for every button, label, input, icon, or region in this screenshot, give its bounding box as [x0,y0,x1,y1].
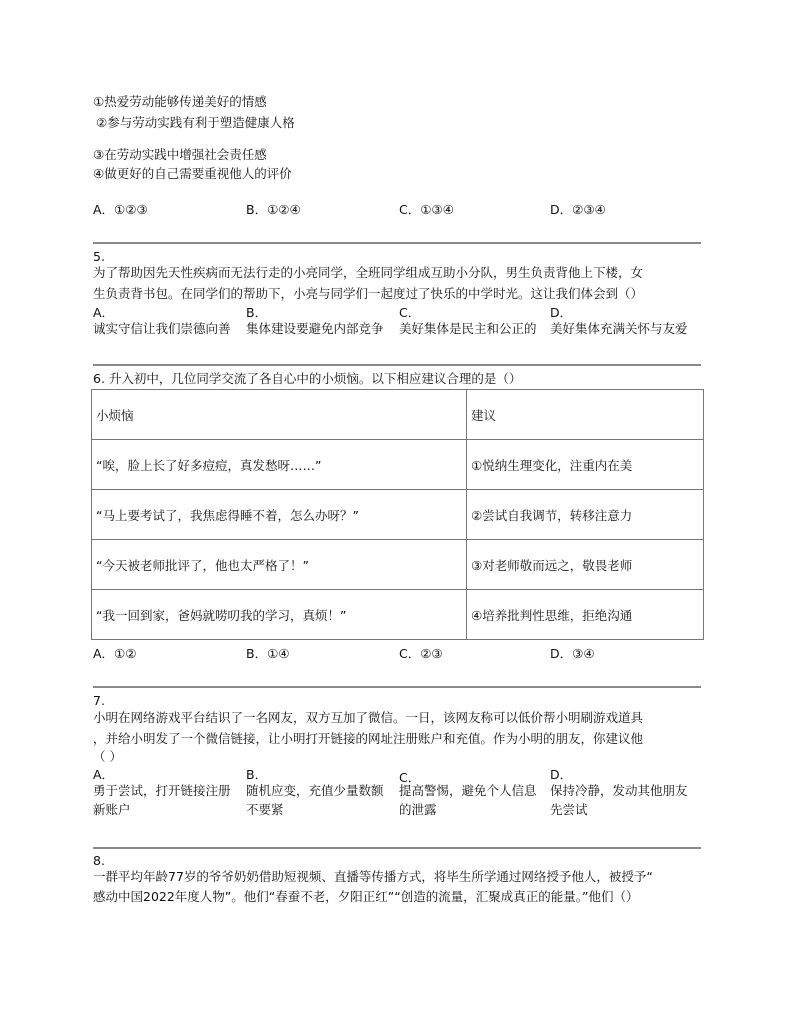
q8-stem-line-2: 感动中国2022年度人物”。他们“春蚕不老，夕阳正红”“创造的流量，汇聚成真正的能量。”他们（） [93,889,639,904]
table-row [92,540,704,590]
table-row [92,490,704,540]
q7-letter-a: A． [93,767,115,782]
q8-stem-line-1: 一群平均年龄77岁的爷爷奶奶借助短视频、直播等传播方式，将毕生所学通过网络授予他人，被授予“ [93,869,653,884]
q5-option-a[interactable]: 诚实守信让我们崇德向善 [93,321,231,336]
table-cell: “今天被老师批评了，他也太严格了！” [92,540,467,590]
q6-option-d[interactable]: D．③④ [550,646,595,661]
q6-option-c[interactable]: C．②③ [399,646,443,661]
q5-stem-line-2: 生负责背书包。在同学们的帮助下，小亮与同学们一起度过了快乐的中学时光。这让我们体会到（） [93,286,644,301]
statement-2: ②参与劳动实践有利于塑造健康人格 [96,115,295,130]
q7-number: 7. [93,693,105,708]
statement-3: ③在劳动实践中增强社会责任感 [93,147,267,162]
q7-option-c[interactable]: 提高警惕，避免个人信息 [399,783,537,798]
q7-letter-d: D． [550,767,573,782]
q5-option-b[interactable]: 集体建设要避免内部竞争 [246,321,384,336]
statement-4: ④做更好的自己需要重视他人的评价 [93,166,292,181]
table-cell: “我一回到家，爸妈就唠叨我的学习，真烦！” [92,590,467,640]
divider [93,364,701,366]
q4-option-a[interactable]: A．①②③ [93,202,148,217]
q7-option-d[interactable]: 保持冷静，发动其他朋友 [550,783,688,798]
q7-option-b[interactable]: 随机应变，充值少量数额 [246,783,384,798]
q5-number: 5. [93,249,105,264]
table-header-row [92,390,704,440]
q5-letter-b: B． [246,305,268,320]
divider [93,686,701,688]
table-cell: ③对老师敬而远之，敬畏老师 [467,540,704,590]
q5-option-d[interactable]: 美好集体充满关怀与友爱 [550,321,688,336]
divider [93,847,701,849]
q7-stem-line-3: （ ） [93,749,122,764]
statement-1: ①热爱劳动能够传递美好的情感 [93,94,267,109]
table-cell: ①悦纳生理变化，注重内在美 [467,440,704,490]
q8-number: 8. [93,853,105,868]
table-header-cell: 建议 [467,390,704,440]
q5-stem-line-1: 为了帮助因先天性疾病而无法行走的小亮同学，全班同学组成互助小分队，男生负责背他上下楼，女 [93,265,644,280]
q4-option-c[interactable]: C．①③④ [399,202,454,217]
q7-stem-line-1: 小明在网络游戏平台结识了一名网友，双方互加了微信。一日，该网友称可以低价帮小明刷游戏道具 [93,710,644,725]
table-row [92,590,704,640]
q7-letter-b: B． [246,767,268,782]
q6-option-a[interactable]: A．①② [93,646,137,661]
q4-option-b[interactable]: B．①②④ [246,202,301,217]
q5-letter-a: A． [93,305,115,320]
q6-table [91,389,704,640]
table-cell: ④培养批判性思维，拒绝沟通 [467,590,704,640]
q4-option-d[interactable]: D．②③④ [550,202,606,217]
q5-letter-d: D． [550,305,573,320]
q6-stem: 6. 升入初中，几位同学交流了各自心中的小烦恼。以下相应建议合理的是（） [93,371,522,386]
q7-option-a-cont[interactable]: 新账户 [93,802,131,817]
divider [93,242,701,244]
q7-option-c-cont[interactable]: 的泄露 [399,802,437,817]
table-cell: ②尝试自我调节，转移注意力 [467,490,704,540]
q7-letter-c: C． [399,770,421,785]
table-header-cell: 小烦恼 [92,390,467,440]
table-row [92,440,704,490]
q7-option-a[interactable]: 勇于尝试，打开链接注册 [93,783,231,798]
q5-letter-c: C． [399,305,421,320]
q7-option-b-cont[interactable]: 不要紧 [246,802,284,817]
q7-option-d-cont[interactable]: 先尝试 [550,802,588,817]
q6-option-b[interactable]: B．①④ [246,646,290,661]
q5-option-c[interactable]: 美好集体是民主和公正的 [399,321,537,336]
table-cell: “唉，脸上长了好多痘痘，真发愁呀……” [92,440,467,490]
q7-stem-line-2: ，并给小明发了一个微信链接，让小明打开链接的网址注册账户和充值。作为小明的朋友，你建议他 [93,731,644,746]
table-cell: “马上要考试了，我焦虑得睡不着，怎么办呀？” [92,490,467,540]
